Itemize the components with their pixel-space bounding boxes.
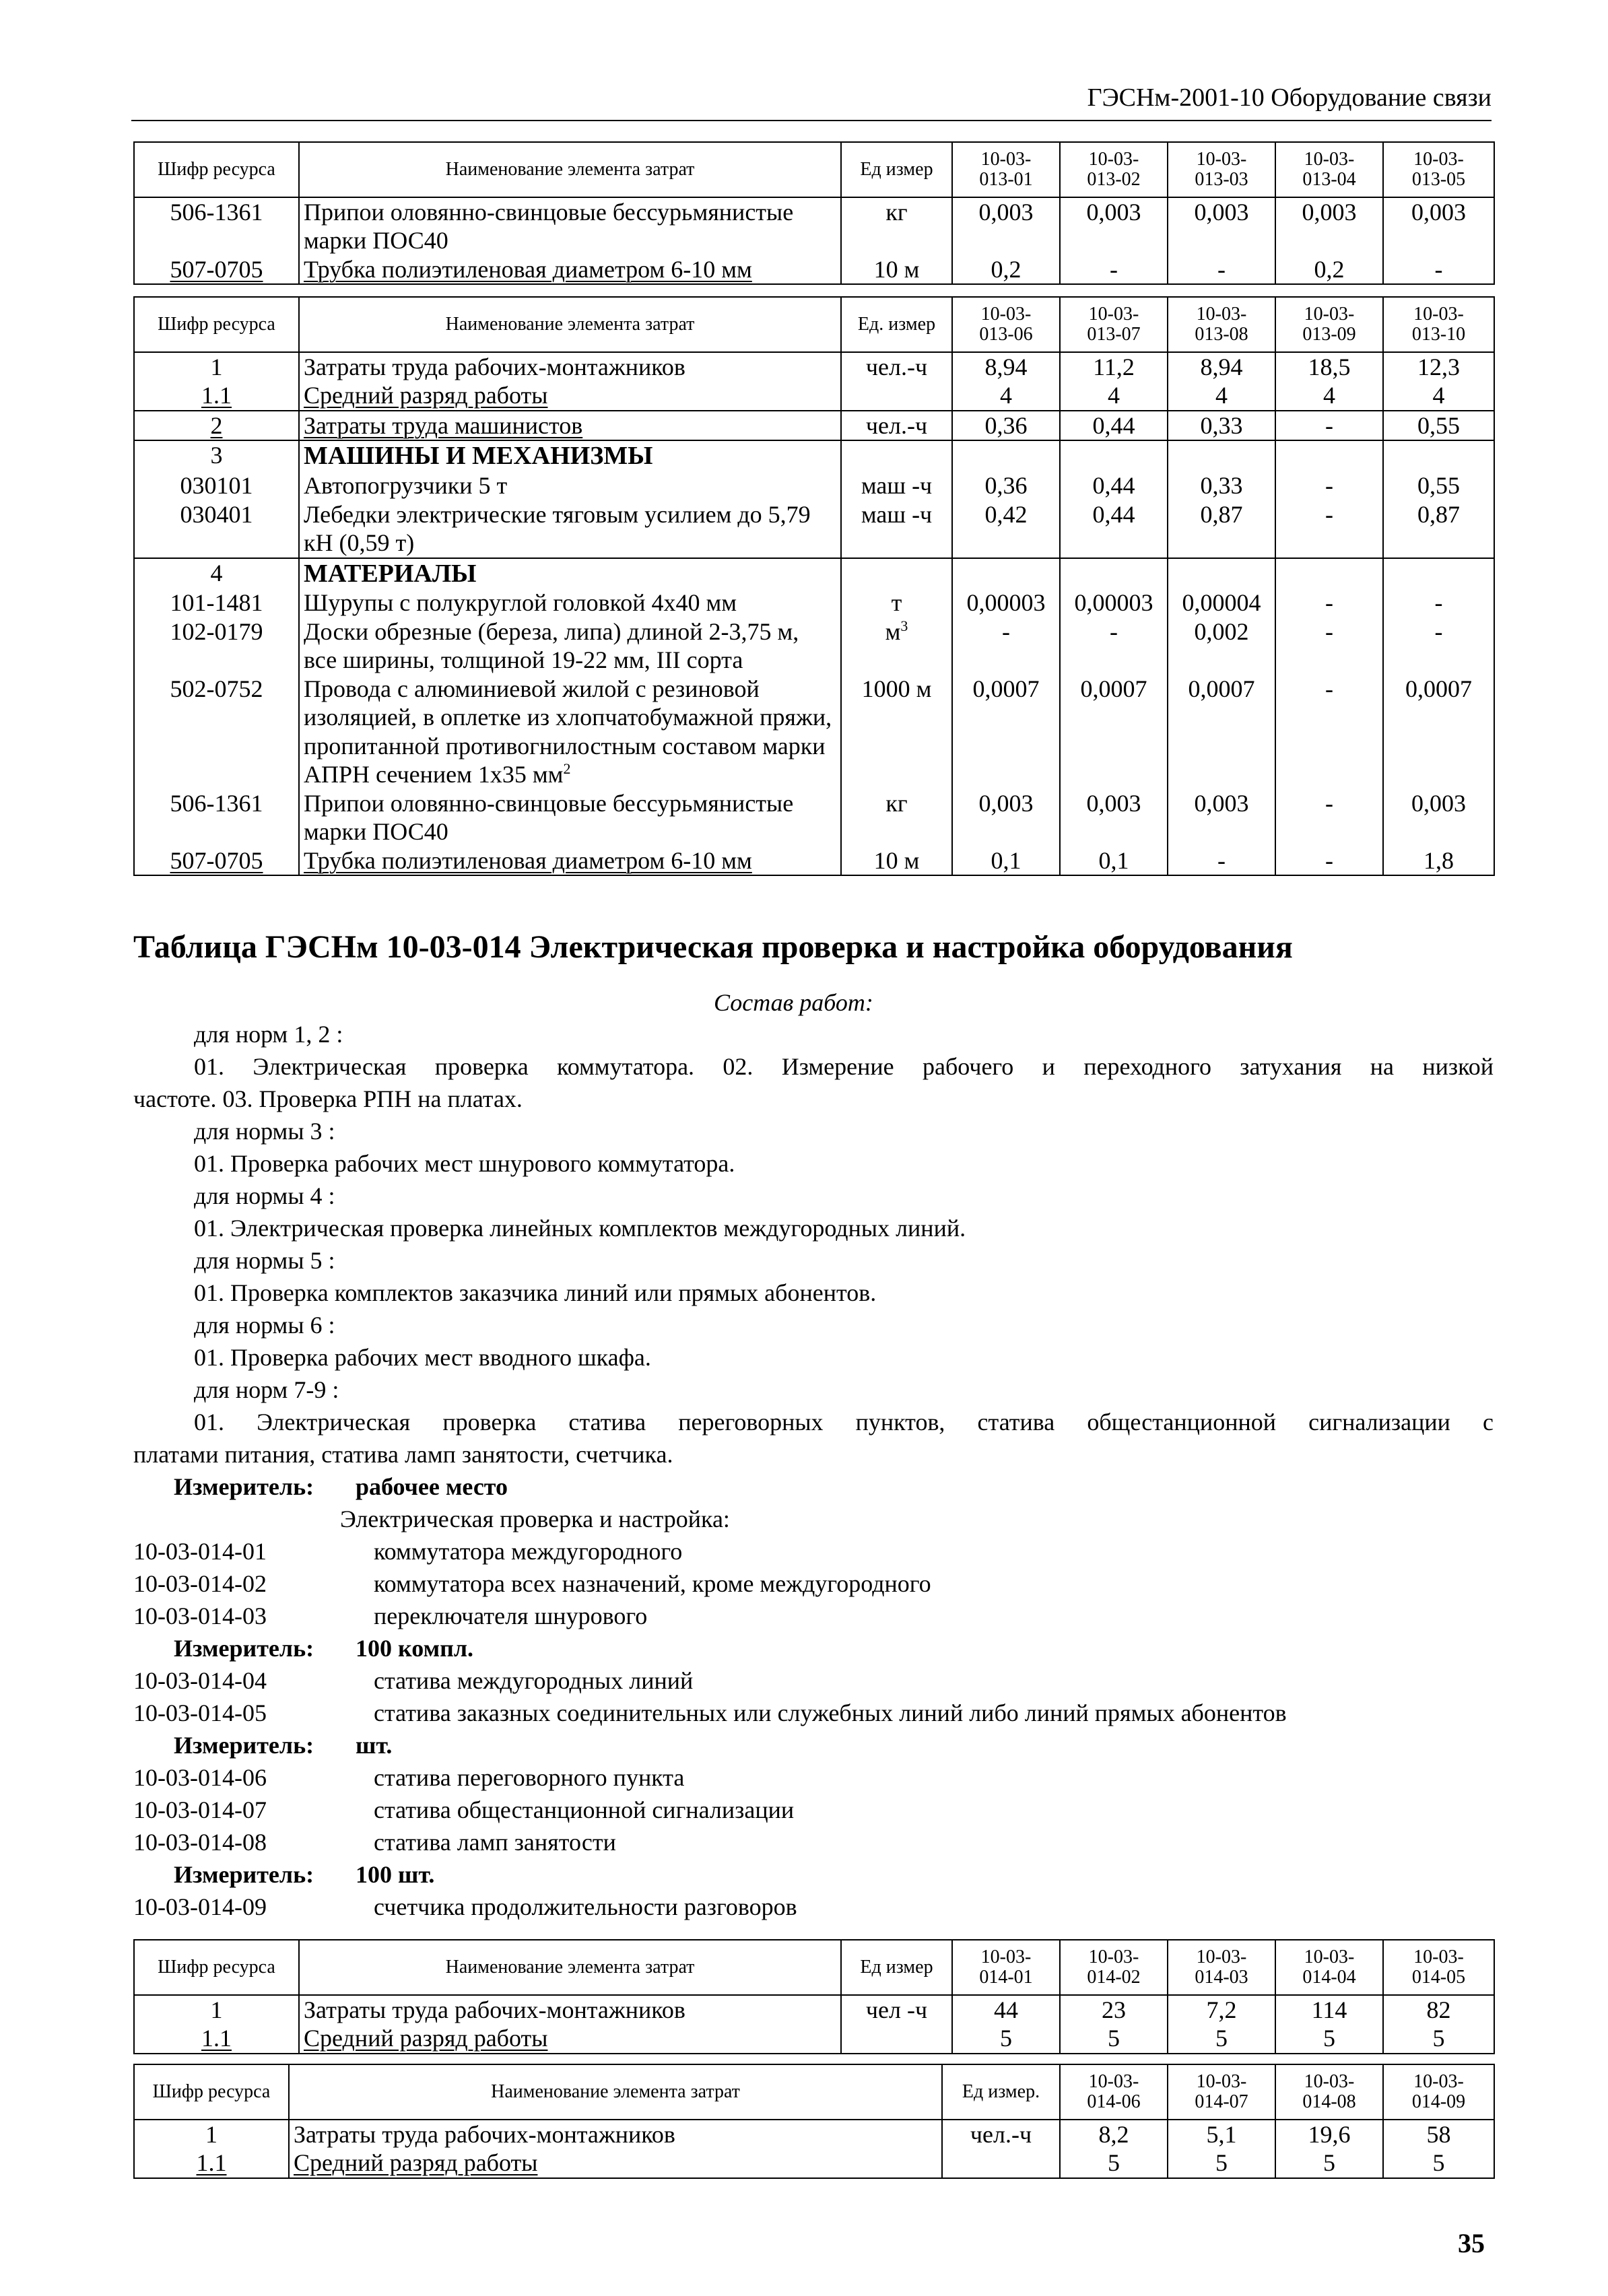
cost-item-cell: Средний разряд работы: [299, 2024, 841, 2053]
value-cell: 0,003: [1383, 197, 1494, 255]
value-cell: 114: [1275, 1995, 1383, 2024]
norm-code: 10-03-014-02: [133, 1570, 267, 1597]
work-line: для норм 7-9 :: [194, 1376, 339, 1403]
cost-item-cell: Затраты труда рабочих-монтажников: [299, 1995, 841, 2024]
cost-item-cell: Шурупы с полукруглой головкой 4х40 мм: [299, 588, 841, 617]
table-header-cell: 10-03- 013-06: [952, 297, 1060, 352]
value-cell: 0,003: [952, 197, 1060, 255]
table-header-cell: 10-03- 013-09: [1275, 297, 1383, 352]
table-header-cell: Шифр ресурса: [134, 1940, 299, 1995]
table-row: [134, 2149, 1494, 2177]
unit-cell: чел.-ч: [841, 352, 952, 381]
section-title: Таблица ГЭСНм 10-03-014 Электрическая проверка и настройка оборудования: [133, 929, 1293, 965]
table-header-cell: 10-03- 014-07: [1168, 2064, 1275, 2120]
unit-cell: маш -ч: [841, 471, 952, 500]
norm-code: 10-03-014-09: [133, 1893, 267, 1920]
table-header-cell: Ед измер: [841, 142, 952, 197]
work-line: для нормы 5 :: [194, 1247, 335, 1274]
unit-cell: чел -ч: [841, 1995, 952, 2024]
table-header-cell: Наименование элемента затрат: [299, 142, 841, 197]
composition-heading: Состав работ:: [714, 989, 873, 1016]
table-header-cell: Наименование элемента затрат: [289, 2064, 942, 2120]
value-cell: -: [1275, 789, 1383, 846]
value-cell: 0,36: [952, 411, 1060, 440]
value-cell: 5: [1060, 2024, 1168, 2053]
cost-item-cell: Затраты труда рабочих-монтажников: [289, 2120, 942, 2149]
value-cell: -: [1060, 255, 1168, 284]
work-line: 01. Проверка рабочих мест вводного шкафа.: [194, 1344, 651, 1371]
value-cell: 58: [1383, 2120, 1494, 2149]
table-row: [134, 1995, 1494, 2024]
resource-code-cell: 1: [134, 2120, 289, 2149]
norm-code: 10-03-014-07: [133, 1796, 267, 1823]
norm-code: 10-03-014-05: [133, 1699, 267, 1726]
value-cell: [1383, 558, 1494, 589]
measure-value: 100 компл.: [356, 1635, 474, 1662]
measure-label: Измеритель:: [174, 1635, 314, 1662]
unit-cell: кг: [841, 789, 952, 846]
value-cell: 19,6: [1275, 2120, 1383, 2149]
value-cell: -: [1275, 500, 1383, 558]
cost-item-cell: Трубка полиэтиленовая диаметром 6-10 мм: [299, 846, 841, 875]
resource-code-cell: 1: [134, 352, 299, 381]
value-cell: 0,2: [952, 255, 1060, 284]
norm-text: статива ламп занятости: [374, 1829, 616, 1856]
table-header-cell: Шифр ресурса: [134, 297, 299, 352]
resource-table-014-06-09: [133, 2064, 1495, 2179]
value-cell: 23: [1060, 1995, 1168, 2024]
work-line: для нормы 6 :: [194, 1312, 335, 1339]
table-header-cell: Ед измер.: [942, 2064, 1060, 2120]
value-cell: 0,33: [1168, 411, 1275, 440]
table-header-row: [134, 1940, 1494, 1995]
page-number: 35: [1458, 2228, 1485, 2258]
value-cell: 0,2: [1275, 255, 1383, 284]
value-cell: [952, 558, 1060, 589]
value-cell: 0,36: [952, 471, 1060, 500]
cost-item-cell: Средний разряд работы: [289, 2149, 942, 2177]
table-header-row: [134, 297, 1494, 352]
value-cell: 0,44: [1060, 500, 1168, 558]
value-cell: 0,1: [1060, 846, 1168, 875]
cost-item-cell: Припои оловянно-свинцовые бессурьмянистые марки ПОС40: [299, 789, 841, 846]
table-header-cell: 10-03- 013-03: [1168, 142, 1275, 197]
value-cell: 0,002: [1168, 617, 1275, 675]
table-header-cell: 10-03- 014-09: [1383, 2064, 1494, 2120]
value-cell: 0,003: [1383, 789, 1494, 846]
table-header-cell: Наименование элемента затрат: [299, 1940, 841, 1995]
value-cell: 5: [1168, 2024, 1275, 2053]
table-header-cell: 10-03- 013-02: [1060, 142, 1168, 197]
resource-table-013-01-05: [133, 141, 1495, 285]
value-cell: -: [1383, 617, 1494, 675]
value-cell: 0,0007: [952, 675, 1060, 789]
value-cell: 5: [1275, 2024, 1383, 2053]
cost-item-cell: МАТЕРИАЛЫ: [299, 558, 841, 589]
unit-cell: чел.-ч: [942, 2120, 1060, 2149]
table-header-cell: 10-03- 013-10: [1383, 297, 1494, 352]
value-cell: [952, 440, 1060, 471]
cost-item-cell: Припои оловянно-свинцовые бессурьмянистые марки ПОС40: [299, 197, 841, 255]
unit-cell: кг: [841, 197, 952, 255]
table-row: [134, 2024, 1494, 2053]
table-header-cell: 10-03- 014-01: [952, 1940, 1060, 1995]
work-line: для нормы 4 :: [194, 1182, 335, 1209]
resource-table-013-06-10: [133, 296, 1495, 876]
unit-cell: 1000 м: [841, 675, 952, 789]
value-cell: -: [1168, 846, 1275, 875]
value-cell: 0,87: [1168, 500, 1275, 558]
work-line: для норм 1, 2 :: [194, 1021, 343, 1048]
value-cell: -: [1060, 617, 1168, 675]
cost-item-cell: Затраты труда рабочих-монтажников: [299, 352, 841, 381]
resource-code-cell: 506-1361: [134, 789, 299, 846]
cost-item-cell: Доски обрезные (береза, липа) длиной 2-3,75 м, все ширины, толщиной 19-22 мм, III сорта: [299, 617, 841, 675]
work-line: частоте. 03. Проверка РПН на платах.: [133, 1085, 523, 1112]
value-cell: -: [1275, 675, 1383, 789]
value-cell: 0,00004: [1168, 588, 1275, 617]
value-cell: 82: [1383, 1995, 1494, 2024]
value-cell: 0,44: [1060, 471, 1168, 500]
document-title: ГЭСНм-2001-10 Оборудование связи: [1087, 83, 1492, 112]
table-row: [134, 588, 1494, 617]
value-cell: 0,87: [1383, 500, 1494, 558]
value-cell: 4: [1383, 381, 1494, 410]
value-cell: 0,33: [1168, 471, 1275, 500]
cost-item-cell: Провода с алюминиевой жилой с резиновой изоляцией, в оплетке из хлопчатобумажной пряжи, пропитанной противогнилостным составом марки АПРН сечением 1х35 $мм^2$: [299, 675, 841, 789]
value-cell: 5: [1383, 2024, 1494, 2053]
value-cell: 0,55: [1383, 411, 1494, 440]
value-cell: 4: [1060, 381, 1168, 410]
table-row: [134, 2120, 1494, 2149]
table-row: [134, 197, 1494, 255]
value-cell: 0,0007: [1383, 675, 1494, 789]
value-cell: 8,94: [952, 352, 1060, 381]
value-cell: 0,1: [952, 846, 1060, 875]
norm-code: 10-03-014-03: [133, 1602, 267, 1629]
table-header-cell: 10-03- 013-08: [1168, 297, 1275, 352]
norm-text: переключателя шнурового: [374, 1602, 648, 1629]
norm-text: статива заказных соединительных или служебных линий либо линий прямых абонентов: [374, 1699, 1287, 1726]
cost-item-cell: Автопогрузчики 5 т: [299, 471, 841, 500]
norm-text: статива общестанционной сигнализации: [374, 1796, 795, 1823]
unit-cell: чел.-ч: [841, 411, 952, 440]
value-cell: 1,8: [1383, 846, 1494, 875]
cost-item-cell: Затраты труда машинистов: [299, 411, 841, 440]
table-header-cell: 10-03- 014-03: [1168, 1940, 1275, 1995]
value-cell: 4: [1275, 381, 1383, 410]
table-row: [134, 500, 1494, 558]
resource-code-cell: 507-0705: [134, 846, 299, 875]
table-row: [134, 558, 1494, 589]
value-cell: -: [1275, 471, 1383, 500]
value-cell: 11,2: [1060, 352, 1168, 381]
unit-cell: [841, 381, 952, 410]
table-row: [134, 846, 1494, 875]
resource-code-cell: 502-0752: [134, 675, 299, 789]
norm-code: 10-03-014-06: [133, 1764, 267, 1791]
value-cell: -: [1275, 617, 1383, 675]
value-cell: -: [1275, 846, 1383, 875]
value-cell: 0,003: [1168, 197, 1275, 255]
table-row: [134, 255, 1494, 284]
value-cell: 8,2: [1060, 2120, 1168, 2149]
resource-code-cell: 2: [134, 411, 299, 440]
unit-cell: [841, 558, 952, 589]
norm-code: 10-03-014-08: [133, 1829, 267, 1856]
resource-code-cell: 507-0705: [134, 255, 299, 284]
resource-code-cell: 506-1361: [134, 197, 299, 255]
work-line: платами питания, статива ламп занятости, счетчика.: [133, 1441, 673, 1468]
table-header-cell: Ед. измер: [841, 297, 952, 352]
measure-label: Измеритель:: [174, 1861, 314, 1888]
table-row: [134, 617, 1494, 675]
work-line: 01. Электрическая проверка статива переговорных пунктов, статива общестанционной сигнализации с: [194, 1409, 1494, 1436]
measure-value: рабочее место: [356, 1473, 508, 1500]
table-header-cell: 10-03- 014-08: [1275, 2064, 1383, 2120]
resource-code-cell: 102-0179: [134, 617, 299, 675]
value-cell: [1275, 558, 1383, 589]
work-line: 01. Электрическая проверка коммутатора. 02. Измерение рабочего и переходного затухания на низкой: [194, 1053, 1494, 1080]
value-cell: [1060, 440, 1168, 471]
cost-item-cell: Средний разряд работы: [299, 381, 841, 410]
work-line: 01. Проверка рабочих мест шнурового коммутатора.: [194, 1150, 735, 1177]
value-cell: 5: [1275, 2149, 1383, 2177]
work-line: для нормы 3 :: [194, 1118, 335, 1145]
value-cell: 0,003: [1275, 197, 1383, 255]
value-cell: -: [1383, 588, 1494, 617]
page-header: [131, 79, 1492, 121]
unit-cell: [942, 2149, 1060, 2177]
table-header-cell: 10-03- 013-01: [952, 142, 1060, 197]
table-header-cell: 10-03- 014-06: [1060, 2064, 1168, 2120]
norm-code: 10-03-014-04: [133, 1667, 267, 1694]
resource-code-cell: 1: [134, 1995, 299, 2024]
value-cell: 18,5: [1275, 352, 1383, 381]
value-cell: 0,0007: [1168, 675, 1275, 789]
table-row: [134, 471, 1494, 500]
value-cell: 0,003: [1060, 197, 1168, 255]
value-cell: 0,44: [1060, 411, 1168, 440]
superscript: 3: [900, 617, 908, 634]
table-header-cell: Ед измер: [841, 1940, 952, 1995]
norm-text: коммутатора междугородного: [374, 1538, 683, 1565]
norm-text: статива переговорного пункта: [374, 1764, 685, 1791]
value-cell: 5,1: [1168, 2120, 1275, 2149]
value-cell: 5: [1383, 2149, 1494, 2177]
measure-label: Измеритель:: [174, 1473, 314, 1500]
value-cell: 4: [952, 381, 1060, 410]
resource-code-cell: 3: [134, 440, 299, 471]
value-cell: 8,94: [1168, 352, 1275, 381]
table-header-row: [134, 142, 1494, 197]
cost-item-cell: Трубка полиэтиленовая диаметром 6-10 мм: [299, 255, 841, 284]
value-cell: 0,42: [952, 500, 1060, 558]
value-cell: 0,003: [1168, 789, 1275, 846]
table-header-cell: 10-03- 013-05: [1383, 142, 1494, 197]
table-header-cell: Наименование элемента затрат: [299, 297, 841, 352]
value-cell: -: [1275, 588, 1383, 617]
measure-value: шт.: [356, 1732, 393, 1759]
table-header-cell: 10-03- 014-02: [1060, 1940, 1168, 1995]
resource-code-cell: 1.1: [134, 2024, 299, 2053]
cost-item-cell: Лебедки электрические тяговым усилием до 5,79 кН (0,59 т): [299, 500, 841, 558]
value-cell: -: [952, 617, 1060, 675]
table-header-cell: 10-03- 013-04: [1275, 142, 1383, 197]
table-header-cell: Шифр ресурса: [134, 2064, 289, 2120]
value-cell: 5: [952, 2024, 1060, 2053]
value-cell: 44: [952, 1995, 1060, 2024]
subheading: Электрическая проверка и настройка:: [340, 1506, 730, 1532]
unit-cell: 10 м: [841, 846, 952, 875]
value-cell: 4: [1168, 381, 1275, 410]
table-row: [134, 675, 1494, 789]
unit-cell: [841, 440, 952, 471]
value-cell: 12,3: [1383, 352, 1494, 381]
measure-value: 100 шт.: [356, 1861, 435, 1888]
resource-code-cell: 4: [134, 558, 299, 589]
table-row: [134, 789, 1494, 846]
norm-text: счетчика продолжительности разговоров: [374, 1893, 797, 1920]
unit-cell: [841, 2024, 952, 2053]
measure-label: Измеритель:: [174, 1732, 314, 1759]
value-cell: [1383, 440, 1494, 471]
resource-table-014-01-05: [133, 1939, 1495, 2054]
unit-cell: т: [841, 588, 952, 617]
table-header-cell: 10-03- 014-05: [1383, 1940, 1494, 1995]
value-cell: 0,003: [952, 789, 1060, 846]
resource-code-cell: 101-1481: [134, 588, 299, 617]
resource-code-cell: 1.1: [134, 2149, 289, 2177]
table-header-cell: 10-03- 014-04: [1275, 1940, 1383, 1995]
table-header-row: [134, 2064, 1494, 2120]
value-cell: 0,003: [1060, 789, 1168, 846]
norm-text: статива междугородных линий: [374, 1667, 694, 1694]
resource-code-cell: 030101: [134, 471, 299, 500]
value-cell: -: [1275, 411, 1383, 440]
table-header-cell: Шифр ресурса: [134, 142, 299, 197]
table-row: [134, 352, 1494, 381]
work-line: 01. Электрическая проверка линейных комплектов междугородных линий.: [194, 1215, 966, 1242]
value-cell: [1275, 440, 1383, 471]
value-cell: [1168, 558, 1275, 589]
value-cell: 5: [1060, 2149, 1168, 2177]
table-row: [134, 440, 1494, 471]
norm-text: коммутатора всех назначений, кроме междугородного: [374, 1570, 931, 1597]
cost-item-cell: МАШИНЫ И МЕХАНИЗМЫ: [299, 440, 841, 471]
value-cell: 0,00003: [952, 588, 1060, 617]
unit-cell: $м^3$: [841, 617, 952, 675]
norm-code: 10-03-014-01: [133, 1538, 267, 1565]
value-cell: -: [1383, 255, 1494, 284]
value-cell: 7,2: [1168, 1995, 1275, 2024]
resource-code-cell: 030401: [134, 500, 299, 558]
value-cell: 0,55: [1383, 471, 1494, 500]
superscript: 2: [563, 760, 571, 778]
table-header-cell: 10-03- 013-07: [1060, 297, 1168, 352]
unit-cell: 10 м: [841, 255, 952, 284]
value-cell: [1060, 558, 1168, 589]
value-cell: 0,00003: [1060, 588, 1168, 617]
resource-code-cell: 1.1: [134, 381, 299, 410]
table-row: [134, 381, 1494, 410]
value-cell: -: [1168, 255, 1275, 284]
value-cell: 5: [1168, 2149, 1275, 2177]
unit-cell: маш -ч: [841, 500, 952, 558]
work-line: 01. Проверка комплектов заказчика линий или прямых абонентов.: [194, 1279, 877, 1306]
value-cell: [1168, 440, 1275, 471]
value-cell: 0,0007: [1060, 675, 1168, 789]
table-row: [134, 411, 1494, 440]
